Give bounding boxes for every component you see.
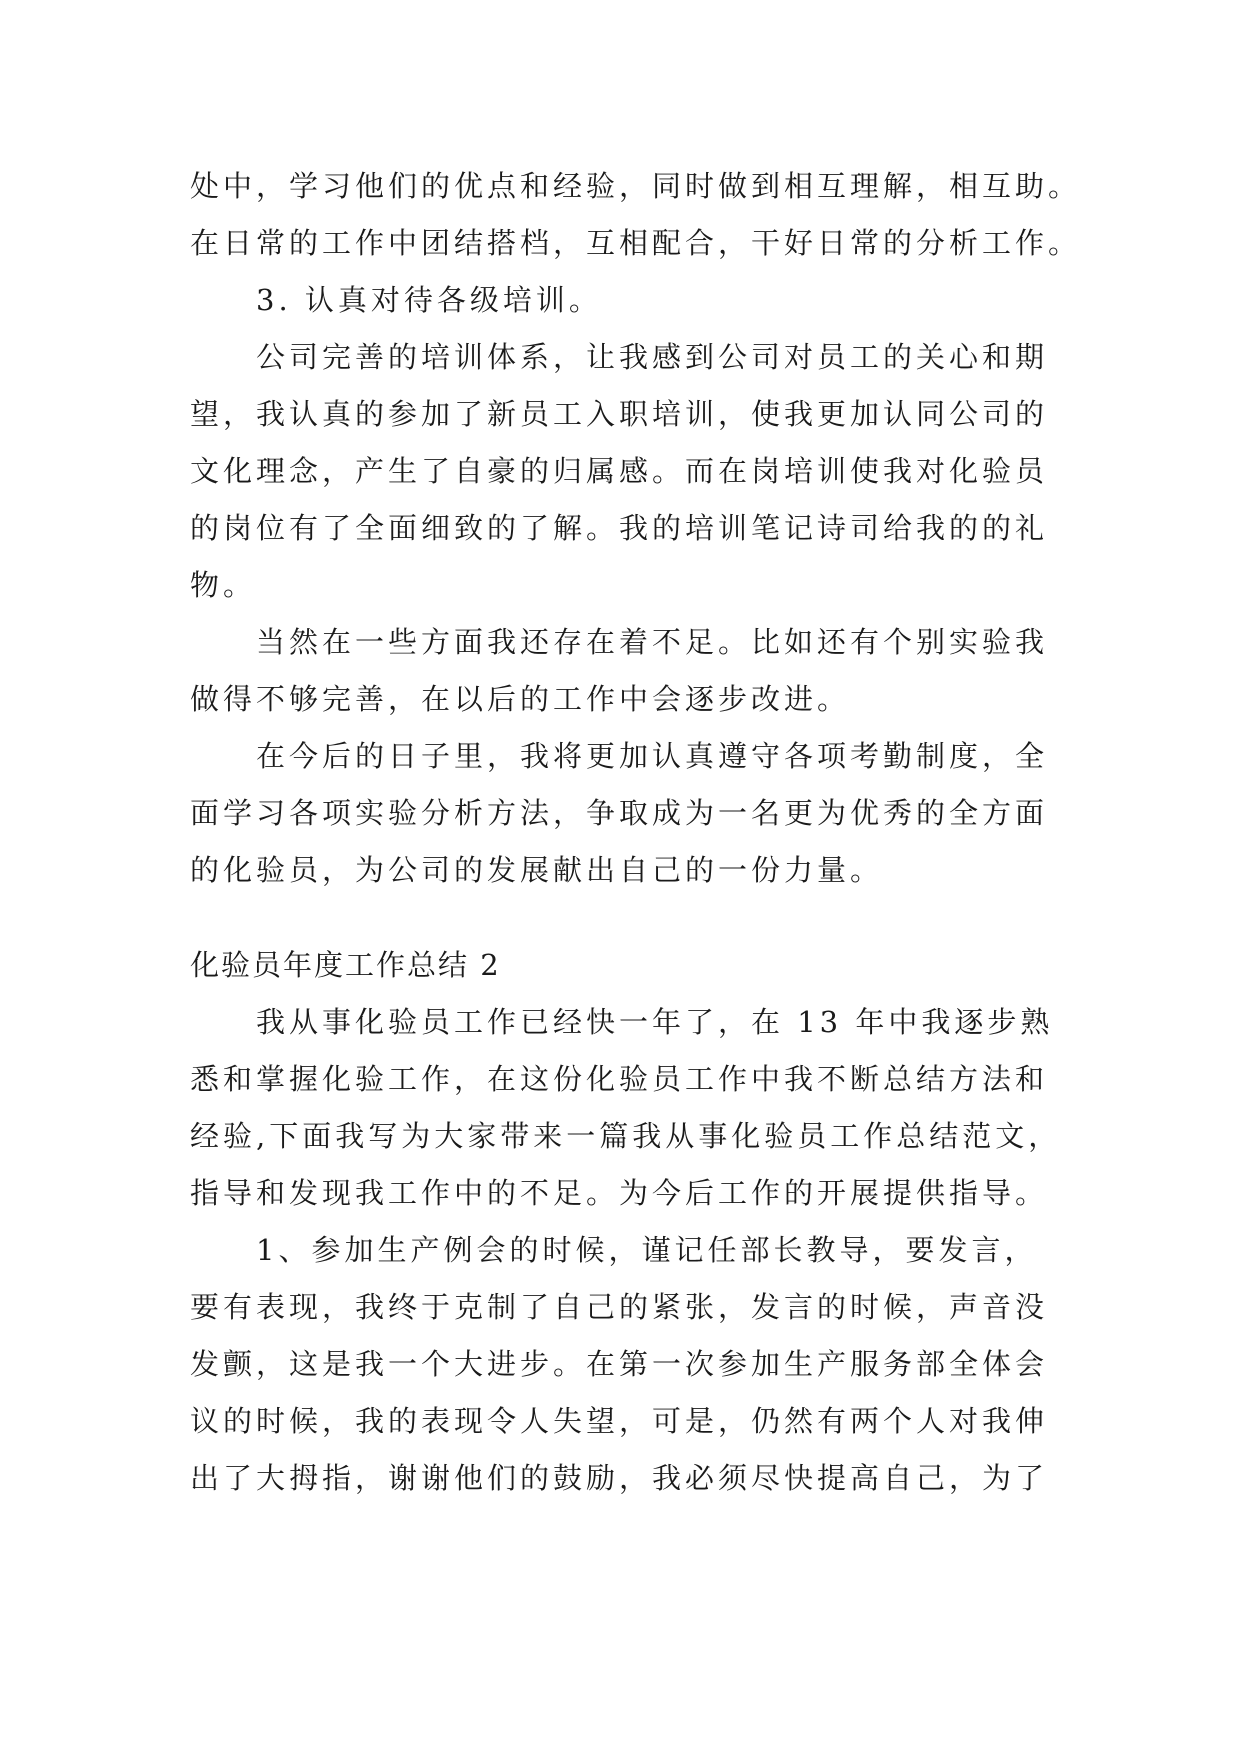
text-line: 发颤，这是我一个大进步。在第一次参加生产服务部全体会 — [190, 1347, 1049, 1381]
text-line: 的化验员，为公司的发展献出自己的一份力量。 — [190, 853, 884, 887]
text-line: 悉和掌握化验工作，在这份化验员工作中我不断总结方法和 — [190, 1062, 1049, 1096]
text-line: 的岗位有了全面细致的了解。我的培训笔记诗司给我的的礼 — [190, 511, 1049, 545]
paragraph-start: 我从事化验员工作已经快一年了，在 13 年中我逐步熟 — [256, 1005, 1054, 1039]
paragraph-start: 公司完善的培训体系，让我感到公司对员工的关心和期 — [256, 340, 1049, 374]
text-line: 物。 — [190, 568, 257, 602]
paragraph-start: 1、参加生产例会的时候，谨记任部长教导，要发言， — [256, 1233, 1038, 1267]
text-line: 望，我认真的参加了新员工入职培训，使我更加认同公司的 — [190, 397, 1049, 431]
text-line: 指导和发现我工作中的不足。为今后工作的开展提供指导。 — [190, 1176, 1049, 1210]
text-line: 处中，学习他们的优点和经验，同时做到相互理解，相互助。 — [190, 169, 1082, 203]
list-item-heading: 3. 认真对待各级培训。 — [256, 283, 602, 317]
text-line: 出了大拇指，谢谢他们的鼓励，我必须尽快提高自己，为了 — [190, 1461, 1049, 1495]
text-line: 要有表现，我终于克制了自己的紧张，发言的时候，声音没 — [190, 1290, 1049, 1324]
document-body — [190, 158, 1082, 1507]
paragraph-start: 在今后的日子里，我将更加认真遵守各项考勤制度，全 — [256, 739, 1049, 773]
text-line: 文化理念，产生了自豪的归属感。而在岗培训使我对化验员 — [190, 454, 1049, 488]
text-line: 议的时候，我的表现令人失望，可是，仍然有两个人对我伸 — [190, 1404, 1049, 1438]
text-line: 在日常的工作中团结搭档，互相配合，干好日常的分析工作。 — [190, 226, 1082, 260]
text-line: 做得不够完善，在以后的工作中会逐步改进。 — [190, 682, 851, 716]
text-line: 经验,下面我写为大家带来一篇我从事化验员工作总结范文， — [190, 1119, 1062, 1153]
section-heading: 化验员年度工作总结 2 — [190, 948, 501, 982]
paragraph-start: 当然在一些方面我还存在着不足。比如还有个别实验我 — [256, 625, 1049, 659]
text-line: 面学习各项实验分析方法，争取成为一名更为优秀的全方面 — [190, 796, 1049, 830]
